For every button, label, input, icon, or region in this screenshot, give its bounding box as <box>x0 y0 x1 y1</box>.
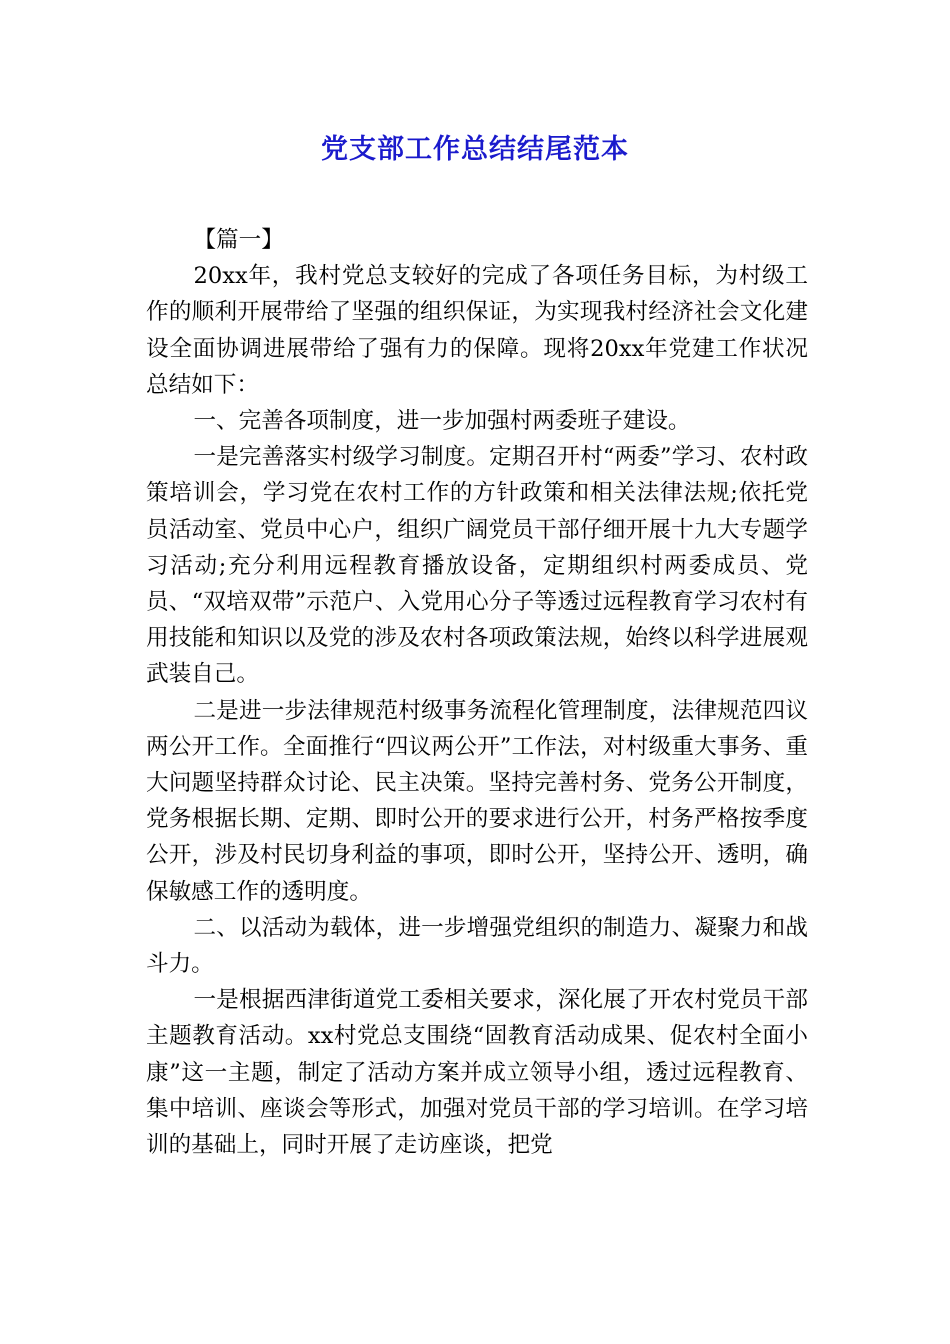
paragraph-intro: 20xx年，我村党总支较好的完成了各项任务目标，为村级工作的顺利开展带给了坚强的组织保证，为实现我村经济社会文化建设全面协调进展带给了强有力的保障。现将20xx年党建工作状况总结如下： <box>146 263 808 398</box>
paragraph-affairs-management: 二是进一步法律规范村级事务流程化管理制度，法律规范四议两公开工作。全面推行“四议两公开”工作法，对村级重大事务、重大问题坚持群众讨论、民主决策。坚持完善村务、党务公开制度，党务根据长期、定期、即时公开的要求进行公开，村务严格按季度公开，涉及村民切身利益的事项，即时公开，坚持公开、透明，确保敏感工作的透明度。 <box>146 697 808 905</box>
paragraph-study-system: 一是完善落实村级学习制度。定期召开村“两委”学习、农村政策培训会，学习党在农村工作的方针政策和相关法律法规;依托党员活动室、党员中心户，组织广阔党员干部仔细开展十九大专题学习活动;充分利用远程教育播放设备，定期组织村两委成员、党员、“双培双带”示范户、入党用心分子等透过远程教育学习农村有用技能和知识以及党的涉及农村各项政策法规，始终以科学进展观武装自己。 <box>146 444 808 688</box>
document-body <box>146 222 808 1163</box>
paragraph-theme-education: 一是根据西津街道党工委相关要求，深化展了开农村党员干部主题教育活动。xx村党总支围绕“固教育活动成果、促农村全面小康”这一主题，制定了活动方案并成立领导小组，透过远程教育、集中培训、座谈会等形式，加强对党员干部的学习培训。在学习培训的基础上，同时开展了走访座谈，把党 <box>146 987 808 1159</box>
section-tag: 【篇一】 <box>193 227 284 253</box>
heading-section-2: 二、以活动为载体，进一步增强党组织的制造力、凝聚力和战斗力。 <box>146 914 808 978</box>
heading-section-1: 一、完善各项制度，进一步加强村两委班子建设。 <box>193 408 691 435</box>
document-title: 党支部工作总结结尾范本 <box>321 134 629 165</box>
